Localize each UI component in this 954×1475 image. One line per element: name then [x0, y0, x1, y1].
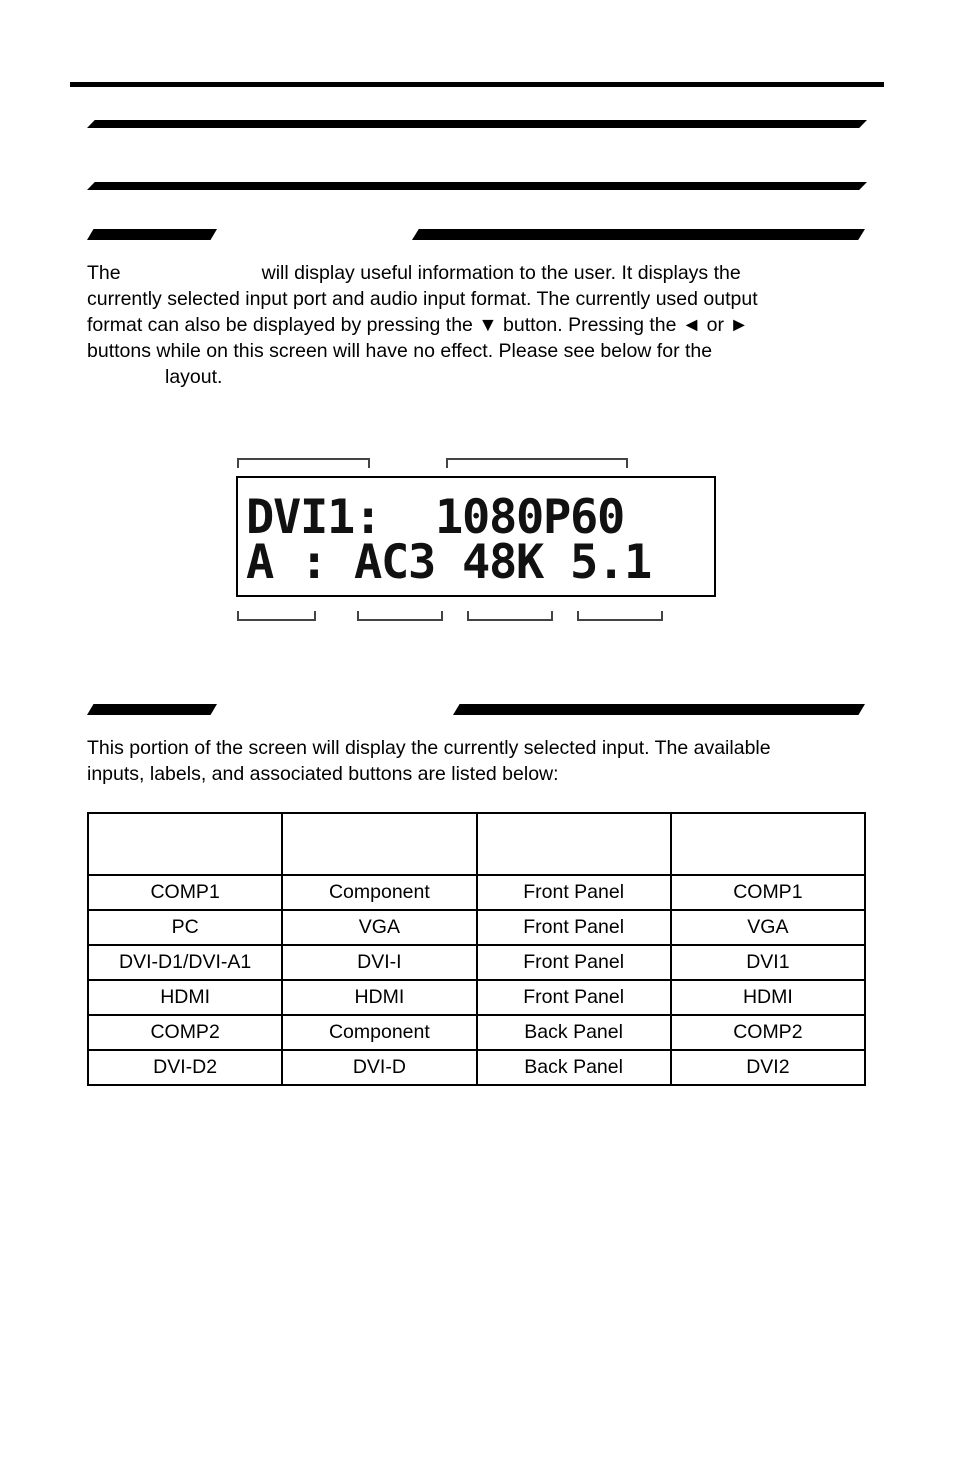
subsection-bar-right-1	[412, 229, 865, 240]
table-cell: DVI-I	[282, 945, 476, 980]
header-cell	[477, 813, 671, 875]
table-cell: HDMI	[88, 980, 282, 1015]
table-cell: VGA	[671, 910, 865, 945]
table-cell: Front Panel	[477, 910, 671, 945]
table-cell: PC	[88, 910, 282, 945]
table-cell: HDMI	[671, 980, 865, 1015]
table-cell: Component	[282, 875, 476, 910]
bracket-input-port	[237, 458, 370, 468]
lcd-line-2: A : AC3 48K 5.1	[246, 535, 651, 590]
top-rule	[70, 82, 884, 87]
bracket-channels	[577, 611, 663, 621]
lcd-line-1: DVI1: 1080P60	[246, 490, 624, 545]
table-cell: Front Panel	[477, 945, 671, 980]
table-cell: DVI2	[671, 1050, 865, 1085]
bracket-audio-label	[237, 611, 316, 621]
bracket-sample-rate	[467, 611, 553, 621]
intro-line5: layout.	[165, 366, 223, 388]
header-cell	[282, 813, 476, 875]
table-cell: VGA	[282, 910, 476, 945]
subsection-bar-left-1	[87, 229, 217, 240]
section-title-bar-top	[87, 120, 867, 128]
table-row	[88, 875, 865, 910]
intro-line1-end: will display useful information to the user. It displays the	[261, 262, 741, 284]
table-cell: Component	[282, 1015, 476, 1050]
input-section-paragraph	[87, 735, 867, 787]
input-line1: This portion of the screen will display the currently selected input. The available	[87, 737, 771, 759]
intro-line2: currently selected input port and audio input format. The currently used output	[87, 288, 758, 310]
lcd-display	[236, 476, 716, 597]
table-row	[88, 1015, 865, 1050]
table-row	[88, 910, 865, 945]
table-cell: Back Panel	[477, 1050, 671, 1085]
table-cell: Back Panel	[477, 1015, 671, 1050]
bracket-audio-format	[357, 611, 443, 621]
table-cell: COMP2	[671, 1015, 865, 1050]
intro-line4: buttons while on this screen will have no effect. Please see below for the	[87, 340, 713, 362]
table-cell: HDMI	[282, 980, 476, 1015]
section-title-bar-bottom	[87, 182, 867, 190]
table-cell: Front Panel	[477, 875, 671, 910]
intro-line3: format can also be displayed by pressing the ▼ button. Pressing the ◄ or ►	[87, 314, 749, 336]
table-row	[88, 980, 865, 1015]
table-row	[88, 1050, 865, 1085]
table-header-row	[88, 813, 865, 875]
table-cell: Front Panel	[477, 980, 671, 1015]
table-cell: COMP1	[671, 875, 865, 910]
table-cell: DVI-D2	[88, 1050, 282, 1085]
header-cell	[671, 813, 865, 875]
table-cell: DVI-D1/DVI-A1	[88, 945, 282, 980]
table-cell: DVI1	[671, 945, 865, 980]
intro-paragraph	[87, 260, 867, 390]
inputs-table	[87, 812, 866, 1086]
table-row	[88, 945, 865, 980]
subsection-bar-right-2	[453, 704, 865, 715]
table-cell: COMP2	[88, 1015, 282, 1050]
input-line2: inputs, labels, and associated buttons are listed below:	[87, 763, 559, 785]
intro-line1-start: The	[87, 262, 121, 284]
table-cell: DVI-D	[282, 1050, 476, 1085]
subsection-bar-left-2	[87, 704, 217, 715]
table-cell: COMP1	[88, 875, 282, 910]
header-cell	[88, 813, 282, 875]
bracket-output-format	[446, 458, 628, 468]
